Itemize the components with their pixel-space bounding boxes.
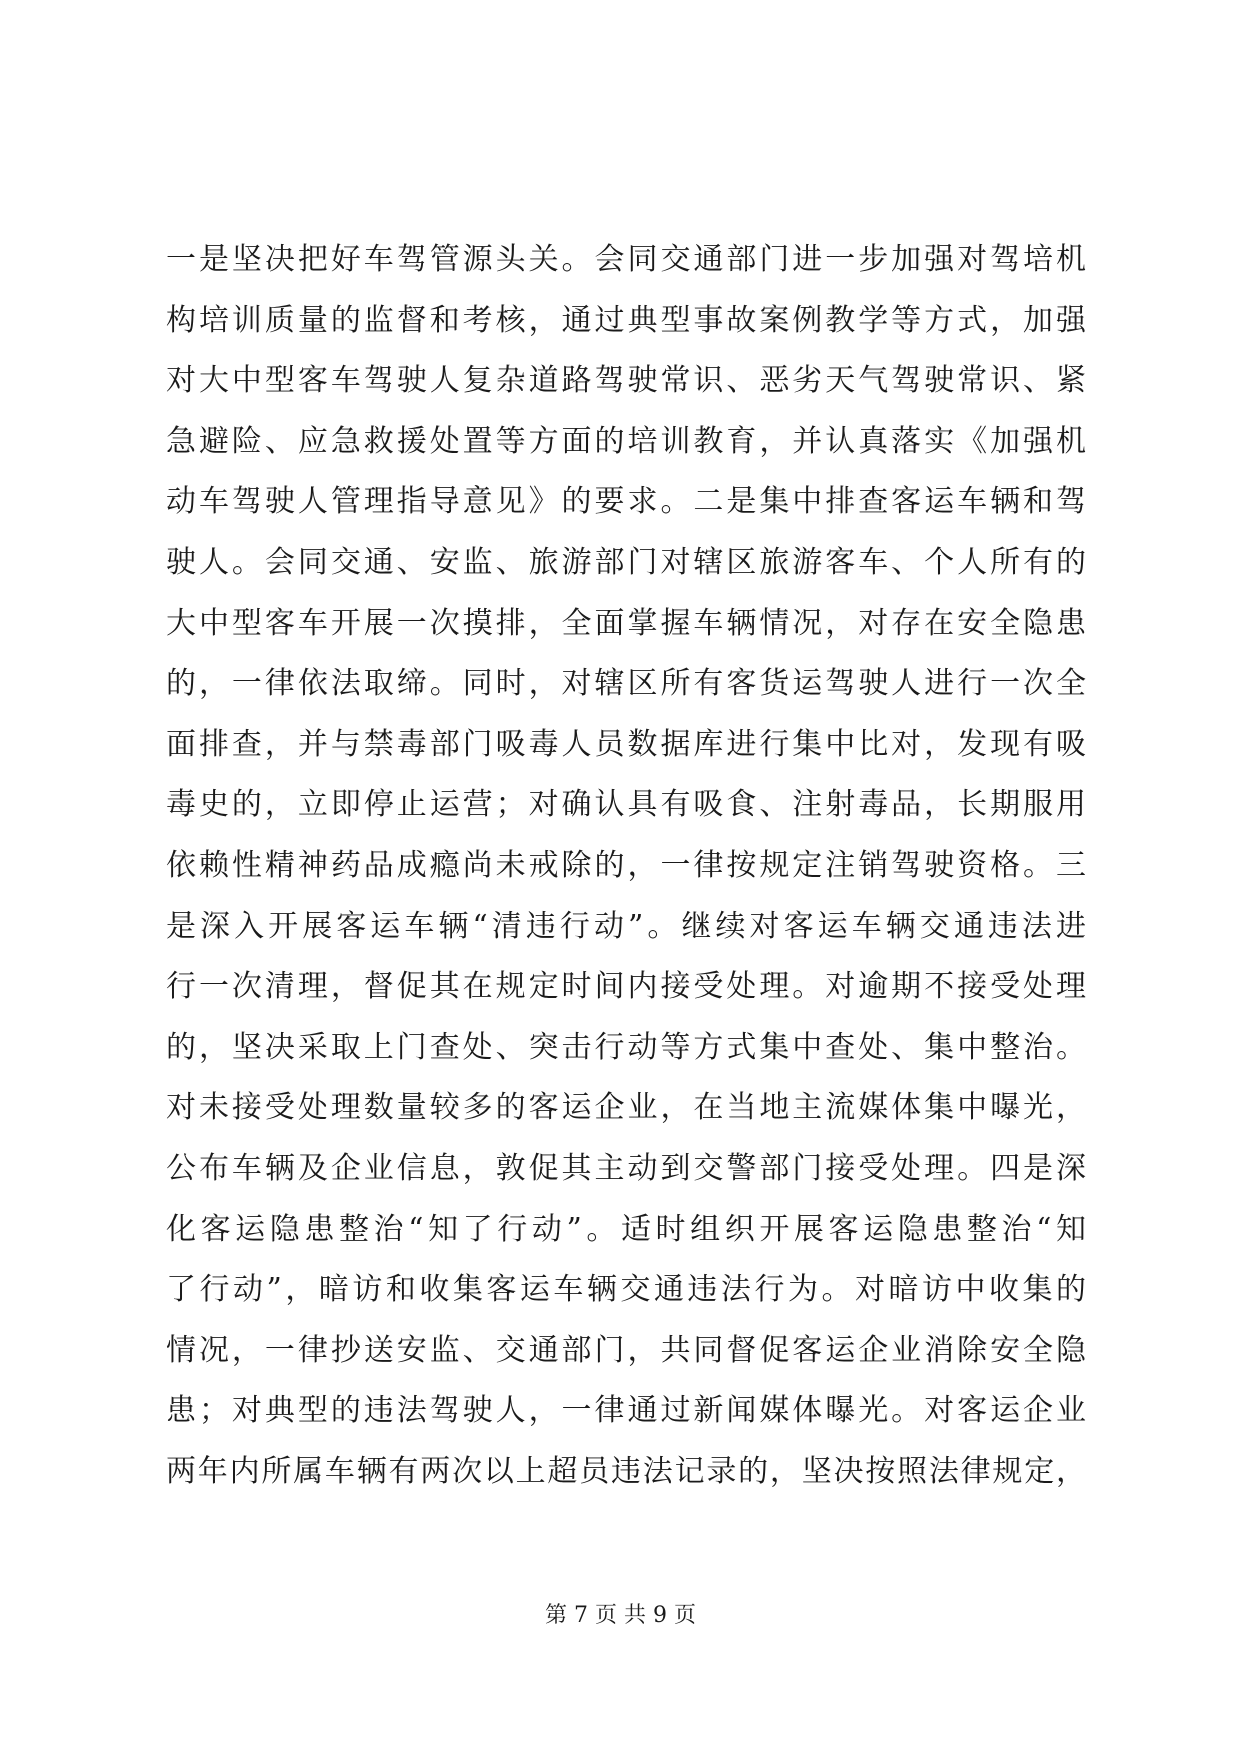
text-line-20: 患；对典型的违法驾驶人，一律通过新闻媒体曝光。对客运企业 xyxy=(166,1393,1086,1429)
text-line-2: 构培训质量的监督和考核，通过典型事故案例教学等方式，加强 xyxy=(166,302,1086,338)
text-line-5: 动车驾驶人管理指导意见》的要求。二是集中排查客运车辆和驾 xyxy=(166,484,1086,520)
text-line-6: 驶人。会同交通、安监、旅游部门对辖区旅游客车、个人所有的 xyxy=(166,544,1086,580)
text-line-18: 了行动”，暗访和收集客运车辆交通违法行为。对暗访中收集的 xyxy=(166,1272,1086,1308)
text-line-19: 情况，一律抄送安监、交通部门，共同督促客运企业消除安全隐 xyxy=(166,1332,1086,1368)
text-line-11: 依赖性精神药品成瘾尚未戒除的，一律按规定注销驾驶资格。三 xyxy=(166,847,1086,883)
text-line-1: 一是坚决把好车驾管源头关。会同交通部门进一步加强对驾培机 xyxy=(166,242,1086,277)
body-paragraph xyxy=(166,230,1086,1502)
text-line-15: 对未接受处理数量较多的客运企业，在当地主流媒体集中曝光， xyxy=(166,1090,1086,1126)
text-line-17: 化客运隐患整治“知了行动”。适时组织开展客运隐患整治“知 xyxy=(166,1211,1086,1247)
text-line-3: 对大中型客车驾驶人复杂道路驾驶常识、恶劣天气驾驶常识、紧 xyxy=(166,363,1086,399)
text-line-16: 公布车辆及企业信息，敦促其主动到交警部门接受处理。四是深 xyxy=(166,1150,1086,1186)
text-line-7: 大中型客车开展一次摸排，全面掌握车辆情况，对存在安全隐患 xyxy=(166,605,1086,641)
text-line-12: 是深入开展客运车辆“清违行动”。继续对客运车辆交通违法进 xyxy=(166,908,1086,944)
text-line-9: 面排查，并与禁毒部门吸毒人员数据库进行集中比对，发现有吸 xyxy=(166,726,1086,762)
text-line-13: 行一次清理，督促其在规定时间内接受处理。对逾期不接受处理 xyxy=(166,969,1086,1005)
text-line-21: 两年内所属车辆有两次以上超员违法记录的，坚决按照法律规定， xyxy=(166,1453,1086,1489)
page-number-footer: 第 7 页 共 9 页 xyxy=(545,1603,696,1628)
text-line-8: 的，一律依法取缔。同时，对辖区所有客货运驾驶人进行一次全 xyxy=(166,666,1086,702)
text-line-4: 急避险、应急救援处置等方面的培训教育，并认真落实《加强机 xyxy=(166,423,1086,459)
text-line-10: 毒史的，立即停止运营；对确认具有吸食、注射毒品，长期服用 xyxy=(166,787,1086,823)
text-line-14: 的，坚决采取上门查处、突击行动等方式集中查处、集中整治。 xyxy=(166,1029,1086,1065)
